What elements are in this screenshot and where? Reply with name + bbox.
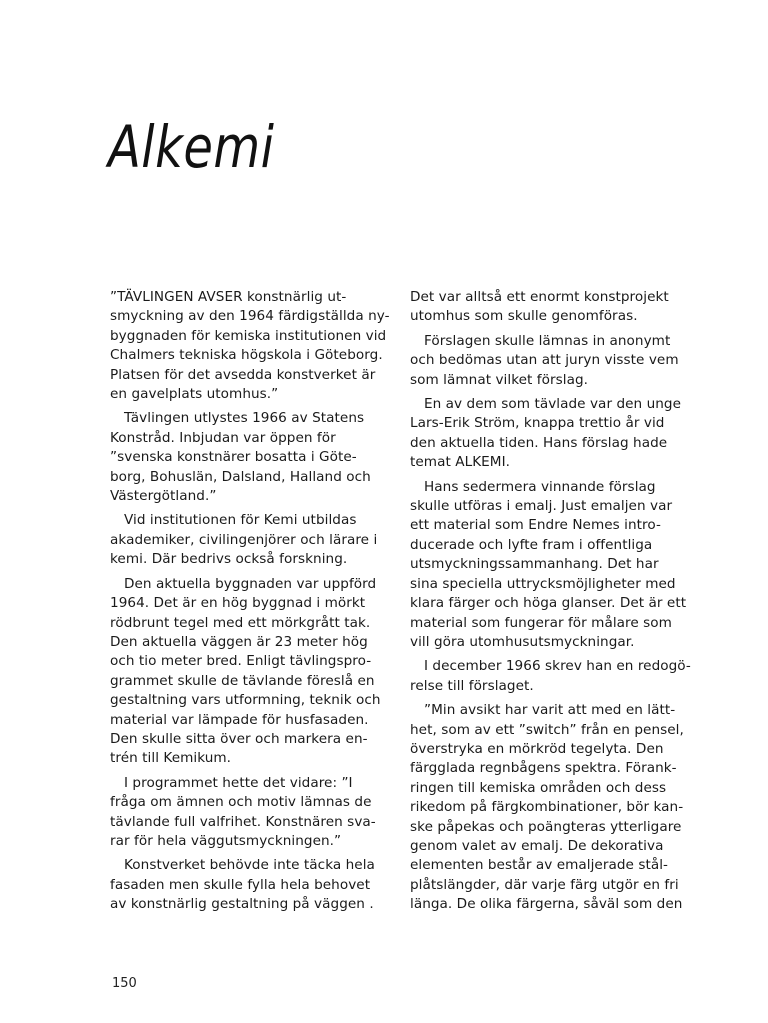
text-column-left [110, 288, 388, 920]
text-line: temat ALKEMI. [410, 454, 511, 471]
text-line: Vid institutionen för Kemi utbildas [124, 512, 357, 529]
text-line: Konstverket behövde inte täcka hela [124, 857, 375, 874]
text-line: länga. De olika färgerna, såväl som den [410, 896, 683, 913]
text-column-right [410, 288, 691, 920]
text-line: Hans sedermera vinnande förslag [424, 478, 656, 495]
text-line: Tävlingen utlystes 1966 av Statens [124, 410, 365, 427]
text-line: som lämnat vilket förslag. [410, 371, 589, 388]
text-line: Lars-Erik Ström, knappa trettio år vid [410, 415, 665, 432]
text-line: rikedom på färgkombinationer, bör kan- [410, 799, 684, 816]
text-line: en gavelplats utomhus.” [110, 386, 279, 403]
text-line: I programmet hette det vidare: ”I [124, 774, 353, 791]
text-line: plåtslängder, där varje färg utgör en fri [410, 876, 679, 893]
text-line: färgglada regnbågens spektra. Förank- [410, 760, 677, 777]
text-line: utomhus som skulle genomföras. [410, 308, 638, 325]
text-line: Chalmers tekniska högskola i Göteborg. [110, 347, 383, 364]
paragraph [410, 332, 688, 390]
text-line: Konstråd. Inbjudan var öppen för [110, 429, 336, 446]
text-line: Den aktuella väggen är 23 meter hög [110, 633, 368, 650]
text-line: Förslagen skulle lämnas in anonymt [424, 332, 671, 349]
page-number: 150 [112, 976, 137, 991]
text-line: fasaden men skulle fylla hela behovet [110, 876, 371, 893]
text-line: och tio meter bred. Enligt tävlingspro- [110, 653, 372, 670]
page-title [108, 113, 289, 181]
text-line: smyckning av den 1964 färdigställda ny- [110, 308, 390, 325]
text-line: material som fungerar för målare som [410, 614, 672, 631]
paragraph [110, 511, 388, 569]
text-line: ”svenska konstnärer bosatta i Göte- [110, 449, 357, 466]
text-line: rödbrunt tegel med ett mörkgrått tak. [110, 614, 371, 631]
text-line: ringen till kemiska områden och dess [410, 779, 667, 796]
text-line: genom valet av emalj. De dekorativa [410, 837, 664, 854]
text-line: trén till Kemikum. [110, 750, 232, 767]
paragraph [410, 657, 691, 696]
text-line: Västergötland.” [110, 488, 217, 505]
text-line: vill göra utomhusutsmyckningar. [410, 633, 635, 650]
text-line: ”Min avsikt har varit att med en lätt- [424, 702, 676, 719]
text-line: 1964. Det är en hög byggnad i mörkt [110, 595, 366, 612]
text-line: den aktuella tiden. Hans förslag hade [410, 434, 668, 451]
paragraph [410, 478, 688, 653]
text-line: het, som av ett ”switch” från en pensel, [410, 721, 684, 738]
text-line: grammet skulle de tävlande föreslå en [110, 672, 375, 689]
text-line: och bedömas utan att juryn visste vem [410, 352, 679, 369]
paragraph [410, 288, 688, 327]
text-line: sina speciella uttrycksmöjligheter med [410, 575, 676, 592]
text-line: Den aktuella byggnaden var uppförd [124, 575, 377, 592]
text-line: borg, Bohuslän, Dalsland, Halland och [110, 468, 371, 485]
text-line: ett material som Endre Nemes intro- [410, 517, 661, 534]
text-line: skulle utföras i emalj. Just emaljen var [410, 498, 673, 515]
text-line: klara färger och höga glanser. Det är ett [410, 595, 687, 612]
text-line: Det var alltså ett enormt konstprojekt [410, 289, 669, 305]
text-line: material var lämpade för husfasaden. [110, 711, 369, 728]
text-line: ”TÄVLINGEN AVSER konstnärlig ut- [110, 289, 347, 305]
paragraph [110, 409, 388, 506]
text-line: gestaltning vars utformning, teknik och [110, 692, 381, 709]
text-line: akademiker, civilingenjörer och lärare i [110, 531, 378, 548]
paragraph [110, 774, 388, 852]
text-line: av konstnärlig gestaltning på väggen . [110, 896, 374, 913]
text-line: kemi. Där bedrivs också forskning. [110, 551, 348, 568]
text-line: En av dem som tävlade var den unge [424, 396, 682, 413]
text-line: relse till förslaget. [410, 677, 534, 694]
text-line: tävlande full valfrihet. Konstnären sva- [110, 813, 376, 830]
text-line: elementen består av emaljerade stål- [410, 857, 669, 874]
text-line: byggnaden för kemiska institutionen vid [110, 327, 387, 344]
page-title-text: Alkemi [108, 112, 275, 181]
text-line: Den skulle sitta över och markera en- [110, 730, 368, 747]
text-line: rar för hela väggutsmyckningen.” [110, 832, 342, 849]
paragraph [410, 395, 688, 473]
text-line: ducerade och lyfte fram i offentliga [410, 536, 653, 553]
paragraph [110, 575, 388, 769]
text-line: fråga om ämnen och motiv lämnas de [110, 794, 372, 811]
paragraph [110, 288, 388, 404]
text-line: I december 1966 skrev han en redogö- [424, 658, 691, 675]
text-line: ske påpekas och poängteras ytterligare [410, 818, 682, 835]
paragraph [410, 701, 688, 914]
text-line: överstryka en mörkröd tegelyta. Den [410, 740, 664, 757]
text-line: Platsen för det avsedda konstverket är [110, 366, 376, 383]
text-line: utsmyckningssammanhang. Det har [410, 556, 659, 573]
paragraph [110, 856, 388, 914]
